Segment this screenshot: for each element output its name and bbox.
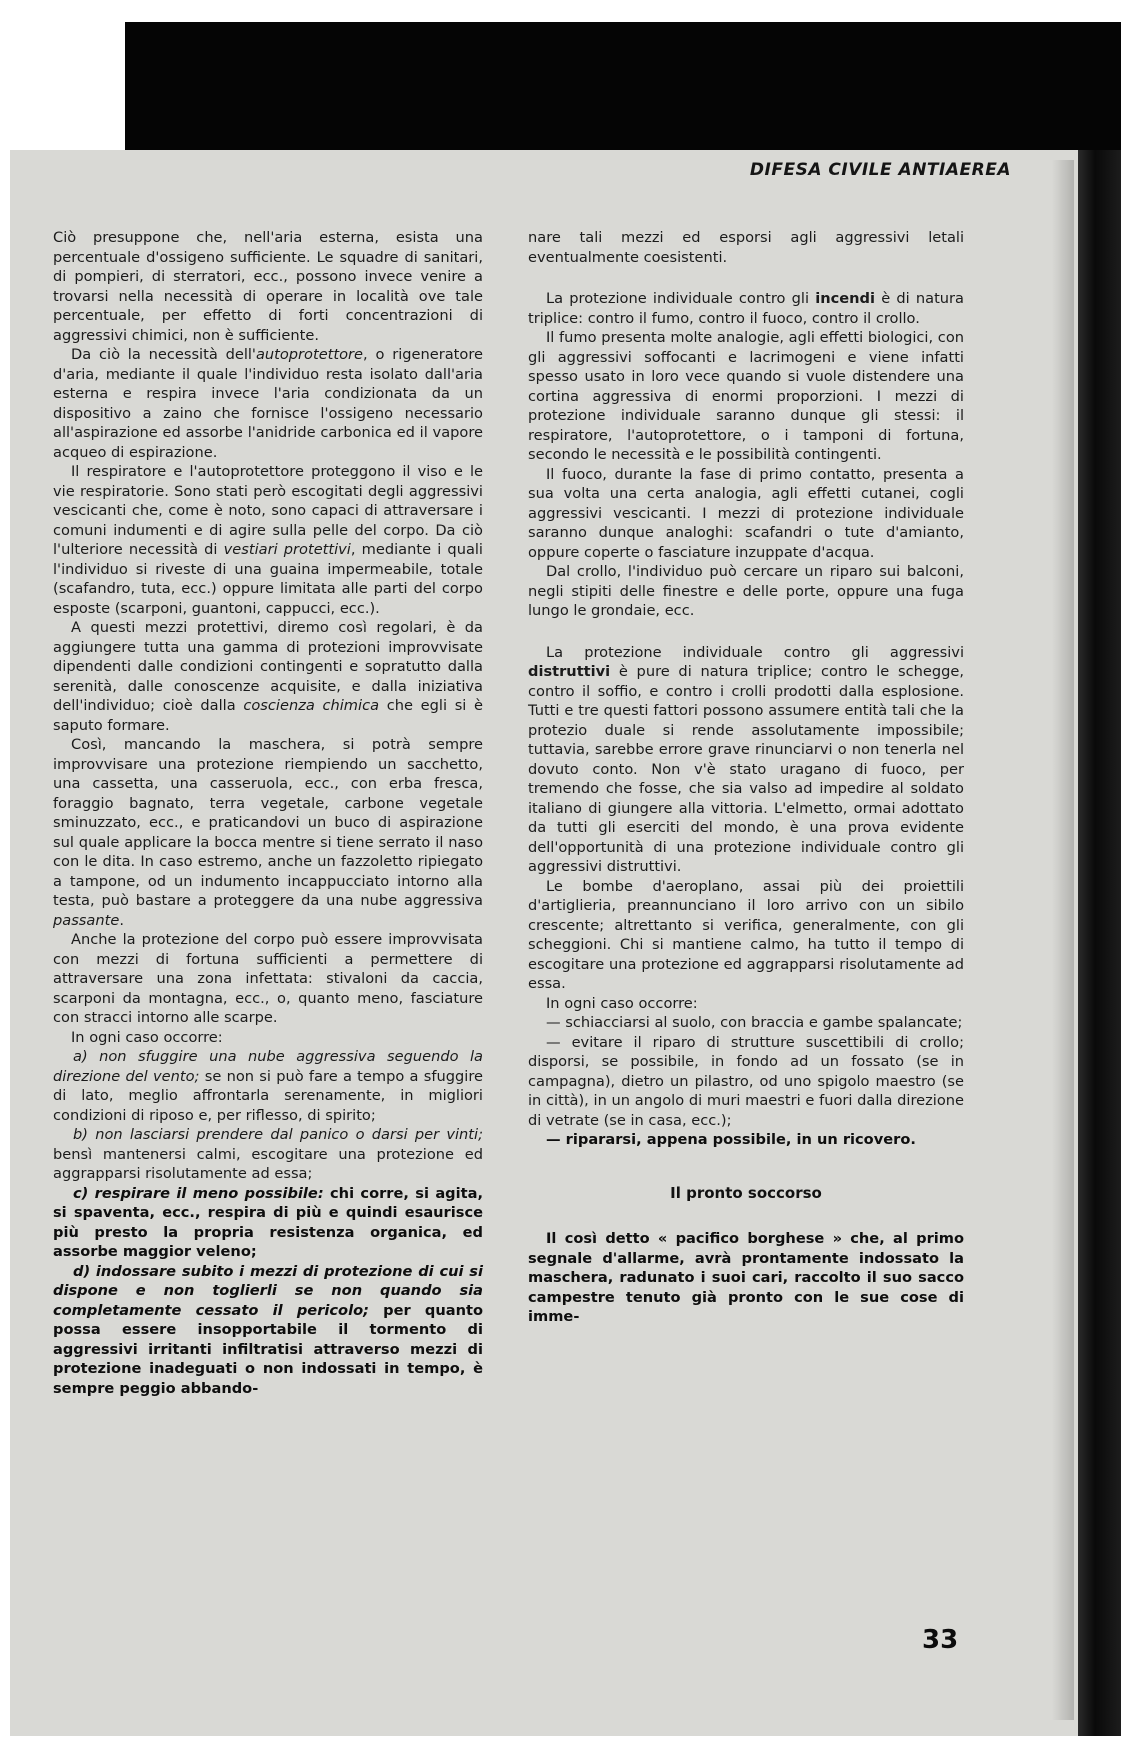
list-item: — ripararsi, appena possibile, in un ricovero.	[546, 1131, 916, 1148]
paragraph: Dal crollo, l'individuo può cercare un riparo sui balconi, negli stipiti delle finestre e delle porte, oppure una fuga lungo le grondaie, ecc.	[528, 563, 964, 619]
paragraph: Da ciò la necessità dell'autoprotettore, o rigeneratore d'aria, mediante il quale l'individuo resta isolato dall'aria esterna e respira invece l'aria condizionata da un dispositivo a zaino che fornisce l'ossigeno necessario all'aspirazione ed assorbe l'anidride carbonica ed il vapore acqueo di espirazione.	[53, 346, 483, 461]
paragraph: In ogni caso occorre:	[71, 1028, 223, 1046]
section-heading: Il pronto soccorso	[670, 1183, 822, 1202]
list-item: b) non lasciarsi prendere dal panico o darsi per vinti; bensì mantenersi calmi, escogitare una protezione ed aggrapparsi risolutamente ad essa;	[53, 1126, 483, 1182]
scan-dark-band	[125, 22, 1121, 150]
paragraph: A questi mezzi protettivi, diremo così regolari, è da aggiungere tutta una gamma di protezioni improvvisate dipendenti dalle condizioni contingenti e sopratutto dalla serenità, dalle conoscenze acquisite, e dalla iniziativa dell'individuo; cioè dalla coscienza chimica che egli si è saputo formare.	[53, 619, 484, 734]
list-item: c) respirare il meno possibile: chi corre, si agita, si spaventa, ecc., respira di più e quindi esaurisce più presto la propria resistenza organica, ed assorbe maggior veleno;	[53, 1184, 483, 1260]
paragraph: Così, mancando la maschera, si potrà sempre improvvisare una protezione riempiendo un sacchetto, una cassetta, una casseruola, ecc., con erba fresca, foraggio bagnato, terra vegetale, carbone vegetale sminuzzato, ecc., e praticandovi un buco di aspirazione sul quale applicare la bocca mentre si tiene serrato il naso con le dita. In caso estremo, anche un fazzoletto ripiegato a tampone, od un indumento incappucciato intorno alla testa, può bastare a proteggere da una nube aggressiva passante.	[53, 736, 483, 929]
paragraph: Il respiratore e l'autoprotettore proteggono il viso e le vie respiratorie. Sono stati però escogitati degli aggressivi vescicanti che, come è noto, sono capaci di attraversare i comuni indumenti e di agire sulla pelle del corpo. Da ciò l'ulteriore necessità di vestiari protettivi, mediante i quali l'individuo si riveste di una guaina impermeabile, totale (scafandro, tuta, ecc.) oppure limitata alle parti del corpo esposte (scarponi, guantoni, cappucci, ecc.).	[53, 463, 483, 617]
paragraph: La protezione individuale contro gli incendi è di natura triplice: contro il fumo, contro il fuoco, contro il crollo.	[528, 290, 964, 327]
paragraph: La protezione individuale contro gli aggressivi distruttivi è pure di natura triplice; contro le schegge, contro il soffio, e contro i crolli prodotti dalla esplosione. Tutti e tre questi fattori possono assumere entità tali che la protezio duale si rende assolutamente impossibile; tuttavia, sarebbe errore grave rinunciarvi o non tenerla nel dovuto conto. Non v'è stato uragano di fuoco, per tremendo che fosse, che sia valso ad impedire al soldato italiano di giungere alla vittoria. L'elmetto, ormai adottato da tutti gli eserciti del mondo, è una prova evidente dell'opportunità di una protezione individuale contro gli aggressivi distruttivi.	[528, 643, 964, 875]
paragraph: Anche la protezione del corpo può essere improvvisata con mezzi di fortuna sufficienti a permettere di attraversare una zona infettata: stivaloni da caccia, scarponi da montagna, ecc., o, quanto meno, fasciature con stracci intorno alle scarpe.	[53, 931, 483, 1026]
page-shadow	[1052, 160, 1074, 1720]
list-item: a) non sfuggire una nube aggressiva seguendo la direzione del vento; se non si può fare a tempo a sfuggire di lato, meglio affrontarla serenamente, in migliori condizioni di riposo e, per riflesso, di spirito;	[53, 1048, 483, 1124]
right-column	[528, 228, 964, 1327]
list-item: — schiacciarsi al suolo, con braccia e gambe spalancate;	[546, 1014, 963, 1031]
page-number: 33	[922, 1625, 959, 1655]
paragraph: Il fumo presenta molte analogie, agli effetti biologici, con gli aggressivi soffocanti e lacrimogeni e viene infatti spesso usato in loro vece quando si vuole distendere una cortina aggressiva di enormi proporzioni. I mezzi di protezione individuale saranno dunque gli stessi: il respiratore, l'autoprotettore, o i tamponi di fortuna, secondo le necessità e le possibilità contingenti.	[528, 329, 964, 463]
left-column	[53, 228, 483, 1398]
paragraph: In ogni caso occorre:	[546, 994, 698, 1012]
paragraph: Le bombe d'aeroplano, assai più dei proiettili d'artiglieria, preannunciano il loro arrivo con un sibilo crescente; altrettanto si verifica, generalmente, con gli scheggioni. Chi si mantiene calmo, ha tutto il tempo di escogitare una protezione ed aggrapparsi risolutamente ad essa.	[528, 877, 964, 992]
paragraph: Ciò presuppone che, nell'aria esterna, esista una percentuale d'ossigeno sufficiente. Le squadre di sanitari, di pompieri, di sterratori, ecc., possono invece venire a trovarsi nella necessità di operare in località ove tale percentuale, per effetto di forti concentrazioni di aggressivi chimici, non è sufficiente.	[53, 229, 483, 344]
list-item: d) indossare subito i mezzi di protezione di cui si dispone e non toglierli se non quando sia completamente cessato il pericolo; per quanto possa essere insopportabile il tormento di aggressivi irritanti infiltratisi attraverso mezzi di protezione inadeguati o non indossati in tempo, è sempre peggio abbando-	[53, 1262, 484, 1397]
running-header: DIFESA CIVILE ANTIAEREA	[749, 160, 1011, 180]
paragraph: nare tali mezzi ed esporsi agli aggressivi letali eventualmente coesistenti.	[528, 229, 964, 266]
list-item: — evitare il riparo di strutture suscettibili di crollo; disporsi, se possibile, in fondo ad un fossato (se in campagna), dietro un pilastro, od uno spigolo maestro (se in città), in un angolo di muri maestri e fuori dalla direzione di vetrate (se in casa, ecc.);	[528, 1033, 964, 1129]
scan-border-bottom	[0, 1736, 1121, 1746]
scan-border-left	[0, 150, 10, 1746]
scan-dark-edge-right	[1078, 150, 1121, 1746]
paragraph: Il fuoco, durante la fase di primo contatto, presenta a sua volta una certa analogia, agli effetti cutanei, cogli aggressivi vescicanti. I mezzi di protezione individuale saranno dunque analoghi: scafandri o tute d'amianto, oppure coperte o fasciature inzuppate d'acqua.	[528, 465, 964, 561]
paragraph: Il così detto « pacifico borghese » che, al primo segnale d'allarme, avrà prontamente indossato la maschera, radunato i suoi cari, raccolto il suo sacco campestre tenuto già pronto con le sue cose di imme-	[528, 1230, 964, 1325]
